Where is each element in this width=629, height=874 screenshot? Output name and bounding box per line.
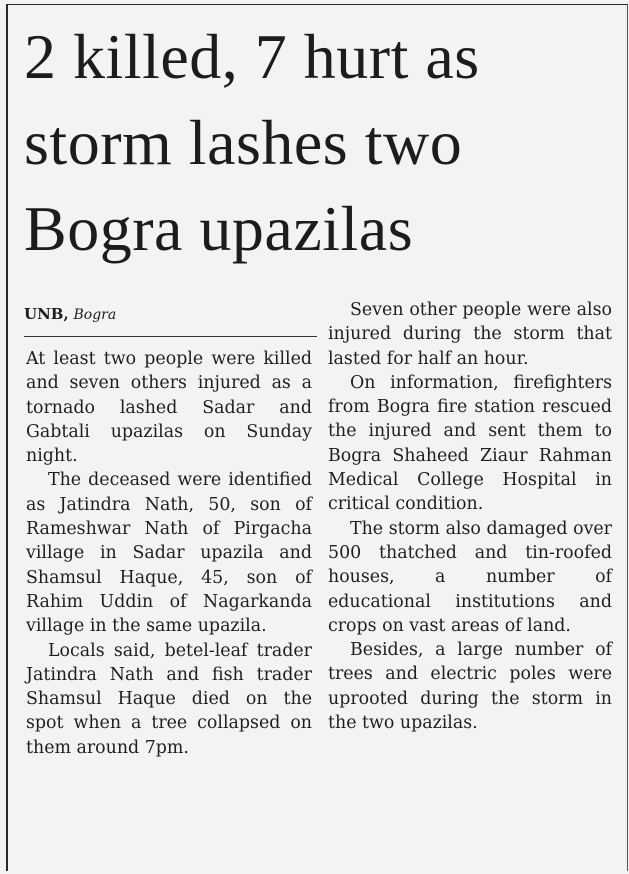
paragraph: Locals said, betel-leaf trader Jatindra Nath and fish trader Shamsul Haque died on the spot when a tree collapsed on them around 7pm. xyxy=(26,640,312,758)
paragraph: Besides, a large number of trees and electric poles were uprooted during the storm in the two upazilas. xyxy=(328,640,612,734)
paragraph: The storm also damaged over 500 thatched and tin-roofed houses, a number of educational institutions and crops on vast areas of land. xyxy=(328,518,612,636)
paragraph: At least two people were killed and seven others injured as a tornado lashed Sadar and Gabtali upazilas on Sunday night. xyxy=(26,349,312,467)
byline-place: Bogra xyxy=(73,307,117,323)
paragraph: The deceased were identified as Jatindra Nath, 50, son of Rameshwar Nath of Pirgacha village in Sadar upazila and Shamsul Haque, 45, son of Rahim Uddin of Nagarkanda village in the same upazila. xyxy=(26,470,312,637)
article-column-1 xyxy=(26,347,312,760)
byline xyxy=(24,304,314,325)
paragraph: Seven other people were also injured during the storm that lasted for half an hour. xyxy=(328,300,612,369)
byline-agency: UNB, xyxy=(24,305,69,323)
paragraph: On information, firefighters from Bogra fire station rescued the injured and sent them to Bogra Shaheed Ziaur Rahman Medical College Hospital in critical condition. xyxy=(328,372,612,515)
headline: 2 killed, 7 hurt as storm lashes two Bogra upazilas xyxy=(24,21,480,264)
byline-rule xyxy=(24,336,317,337)
article-column-2 xyxy=(328,298,612,735)
